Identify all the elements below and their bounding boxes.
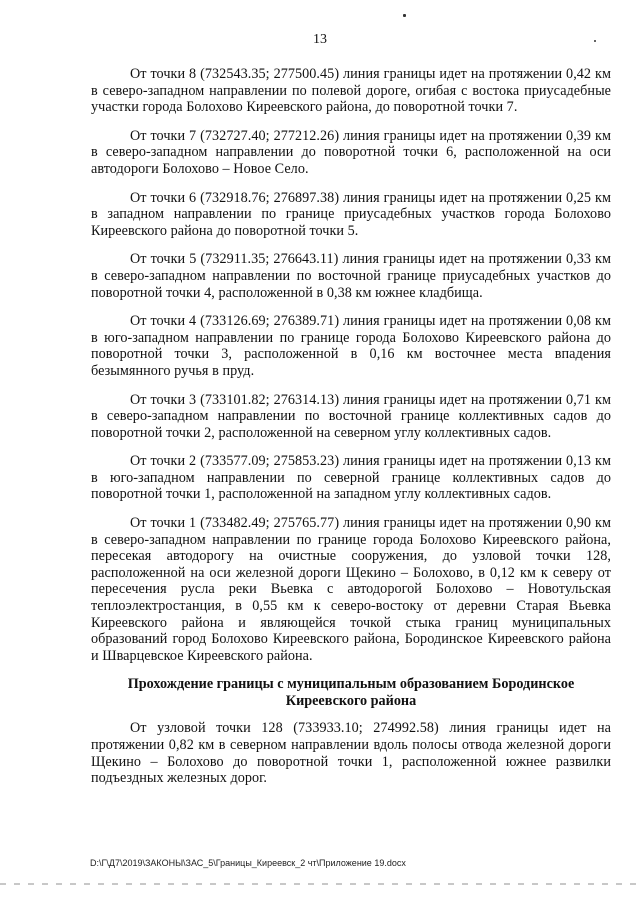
footer-file-path: D:\Г\Д7\2019\ЗАКОНЫ\ЗАС_5\Границы_Киреевск_2 чт\Приложение 19.docx (90, 858, 406, 868)
paragraph-point-8: От точки 8 (732543.35; 277500.45) линия границы идет на протяжении 0,42 км в северо-западном направлении по полевой дороге, огибая с востока приусадебные участки города Болохово Киреевского района, до поворотной точки 7. (91, 66, 611, 116)
page-number: 13 (313, 32, 327, 47)
scan-edge-artifact (0, 883, 640, 885)
section-heading: Прохождение границы с муниципальным образованием Бородинское Киреевского района (127, 676, 575, 710)
paragraph-point-2: От точки 2 (733577.09; 275853.23) линия границы идет на протяжении 0,13 км в юго-западном направлении по северной границе коллективных садов до поворотной точки 1, расположенной на западном углу коллективных садов. (91, 453, 611, 503)
paragraph-point-3: От точки 3 (733101.82; 276314.13) линия границы идет на протяжении 0,71 км в северо-западном направлении по восточной границе коллективных садов до поворотной точки 2, расположенной на северном углу коллективных садов. (91, 391, 611, 441)
paragraph-point-4: От точки 4 (733126.69; 276389.71) линия границы идет на протяжении 0,08 км в юго-западном направлении по границе города Болохово Киреевского района до поворотной точки 3, расположенной в 0,16 км восточнее места впадения безымянного ручья в пруд. (91, 313, 611, 379)
document-body (91, 66, 611, 799)
paragraph-node-128: От узловой точки 128 (733933.10; 274992.58) линия границы идет на протяжении 0,82 км в северном направлении вдоль полосы отвода железной дороги Щекино – Болохово до поворотной точки 1, расположенной южнее развилки подъездных железных дорог. (91, 720, 611, 787)
paragraph-point-1: От точки 1 (733482.49; 275765.77) линия границы идет на протяжении 0,90 км в северо-западном направлении по границе города Болохово Киреевского района, пересекая автодорогу на очистные сооружения, до узловой точки 128, расположенной на оси железной дороги Щекино – Болохово, в 0,12 км к северу от пересечения русла реки Вьевка с автодорогой Болохово – Новотульская теплоэлектростанция, в 0,55 км к северо-востоку от деревни Старая Вьевка Киреевского района и являющейся точкой стыка границ муниципальных образований город Болохово Киреевского района, Бородинское Киреевского района и Шварцевское Киреевского района. (91, 515, 611, 664)
scan-speck (403, 14, 406, 17)
paragraph-point-7: От точки 7 (732727.40; 277212.26) линия границы идет на протяжении 0,39 км в северо-западном направлении до поворотной точки 6, расположенной на оси автодороги Болохово – Новое Село. (91, 127, 611, 177)
paragraph-point-5: От точки 5 (732911.35; 276643.11) линия границы идет на протяжении 0,33 км в северо-западном направлении по восточной границе приусадебных участков до поворотной точки 4, расположенной в 0,38 км южнее кладбища. (91, 251, 611, 301)
paragraph-point-6: От точки 6 (732918.76; 276897.38) линия границы идет на протяжении 0,25 км в западном направлении по границе приусадебных участков города Болохово Киреевского района до поворотной точки 5. (91, 189, 611, 239)
scan-speck (594, 40, 596, 42)
